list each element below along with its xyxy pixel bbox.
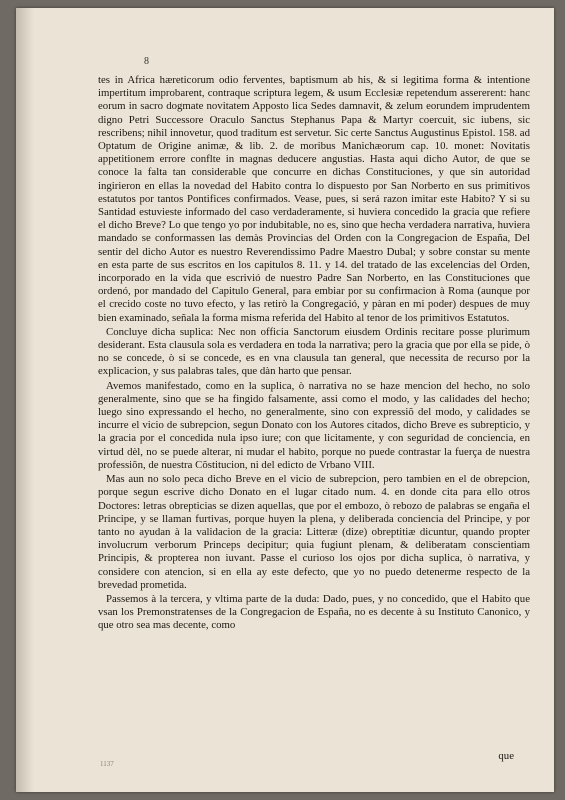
paragraph-3: Avemos manifestado, como en la suplica, ò narrativa no se haze mencion del hecho, no solo generalmente, sino que se ha fingido falsamente, assi como el modo, y las calidades del hecho; luego sino expressando el hecho, no generalmente, sino con expressiõ del modo, y calidades se incurre el vicio de subrepcion, segun Donato con los Autores citados, dicho Breve es subrepticio, y la gracia por el concedida nula ipso iure; con que licitamente, y con seguridad de conciencia, en virtud dèl, no se puede alterar, ni mudar el habito, porque no puede contrastar la fuerça de nuestra professiõn, de nuestra Cõstitucion, ni del edicto de Vrbano VIII. bbox=[98, 379, 530, 471]
paragraph-1: tes in Africa hæreticorum odio ferventes, baptismum ab his, & si legitima forma & intentione impertitum improbarent, contraque scriptura legem, & usum Ecclesiæ repetendum assererent: hanc eorum in sacro dogmate novitatem Apposto lica Sedes damnavit, & zelum eorundem imprudentem digno Petri Successore Oraculo Sanctus Stephanus Papa & Martyr coercuit, sic iubens, sic rescribens; nihil innovetur, quod traditum est servetur. Sic certe Sanctus Augustinus Epistol. 158. ad Optatum de Origine animæ, & lib. 2. de moribus Manichæorum cap. 10. monet: Novitatis appetitionem errore conflte in magnas deducere angustias. Hasta aqui dicho Autor, de que se conoce la falta tan considerable que concurre en dichas Constituciones, y que sin autoridad ingirieron en ellas la novedad del Habito contra lo dispuesto por San Norberto en sus primitivos estatutos por tantos Pontifices confirmados. Vease, pues, si será razon imitar este Habito? Y si su Santidad estuvieste informado del caso verdaderamente, si huviera concedido la gracia que refiere el dicho Breve? Lo que tengo yo por indubitable, no es, sino que hecha verdadera narrativa, huviera mandado se conformassen las demàs Provincias del Orden con la Congregacion de España, Del sentir del dicho Autor es nuestro Reverendissimo Padre Maestro Dubal; y sobre constar su mente en esta parte de sus escritos en los capitulos 8. 11. y 14. del tratado de las excelencias del Orden, incorporado en la vida que escrivió de nuestro Padre San Norberto, en las Constituciones que ordenó, por mandado del Capitulo General, para embiar por su confirmacion à Roma (aunque por el crecido coste no tuvo efecto, y las retirò la Congregació, y pàran en mi poder) despues de muy bien examinado, señala la forma misma referida del Habito al tenor de los primitivos Estatutos. bbox=[98, 74, 530, 324]
document-page bbox=[16, 8, 554, 792]
catchword: que bbox=[498, 750, 514, 762]
body-text bbox=[98, 74, 530, 634]
page-number: 8 bbox=[144, 56, 149, 67]
paragraph-4: Mas aun no solo peca dicho Breve en el vicio de subrepcion, pero tambien en el de obrepcion, porque segun escrive dicho Donato en el lugar citado num. 4. en donde cita para ello otros Doctores: letras obrepticias se dizen aquellas, que por el embozo, ò rebozo de palabras se engaña el Principe, y se llaman furtivas, porque huyen la plena, y deliberada conciencia del Principe, y por tanto no ayudan à la validacion de la gracia: Litteræ (dize) obreptitiæ dicuntur, quando propter involucrum verborum Princeps decipitur; quia fugiunt plenam, & deliberatam conscientiam Principis, & propterea non iuvant. Passe el curioso los ojos por dicha suplica, ò narrativa, y considere con atencion, si en ella ay este defecto, que yo no puedo detenerme respecto de la brevedad prometida. bbox=[98, 473, 530, 591]
margin-note: 1137 bbox=[100, 760, 114, 768]
paragraph-2: Concluye dicha suplica: Nec non officia Sanctorum eiusdem Ordinis recitare posse plurimum desiderant. Esta clausula sola es verdadera en toda la narrativa; pero la gracia que por ella se pide, ò no se concede, ò si se concede, es en vna clausula tan general, que necessita de recurso por la explicacion, y sus palabras tales, que dàn harto que pensar. bbox=[98, 325, 530, 378]
paragraph-5: Passemos à la tercera, y vltima parte de la duda: Dado, pues, y no concedido, que el Habito que vsan los Premonstratenses de la Congregacion de España, no es decente à su Instituto Canonico, y que otro sea mas decente, como bbox=[98, 592, 530, 632]
